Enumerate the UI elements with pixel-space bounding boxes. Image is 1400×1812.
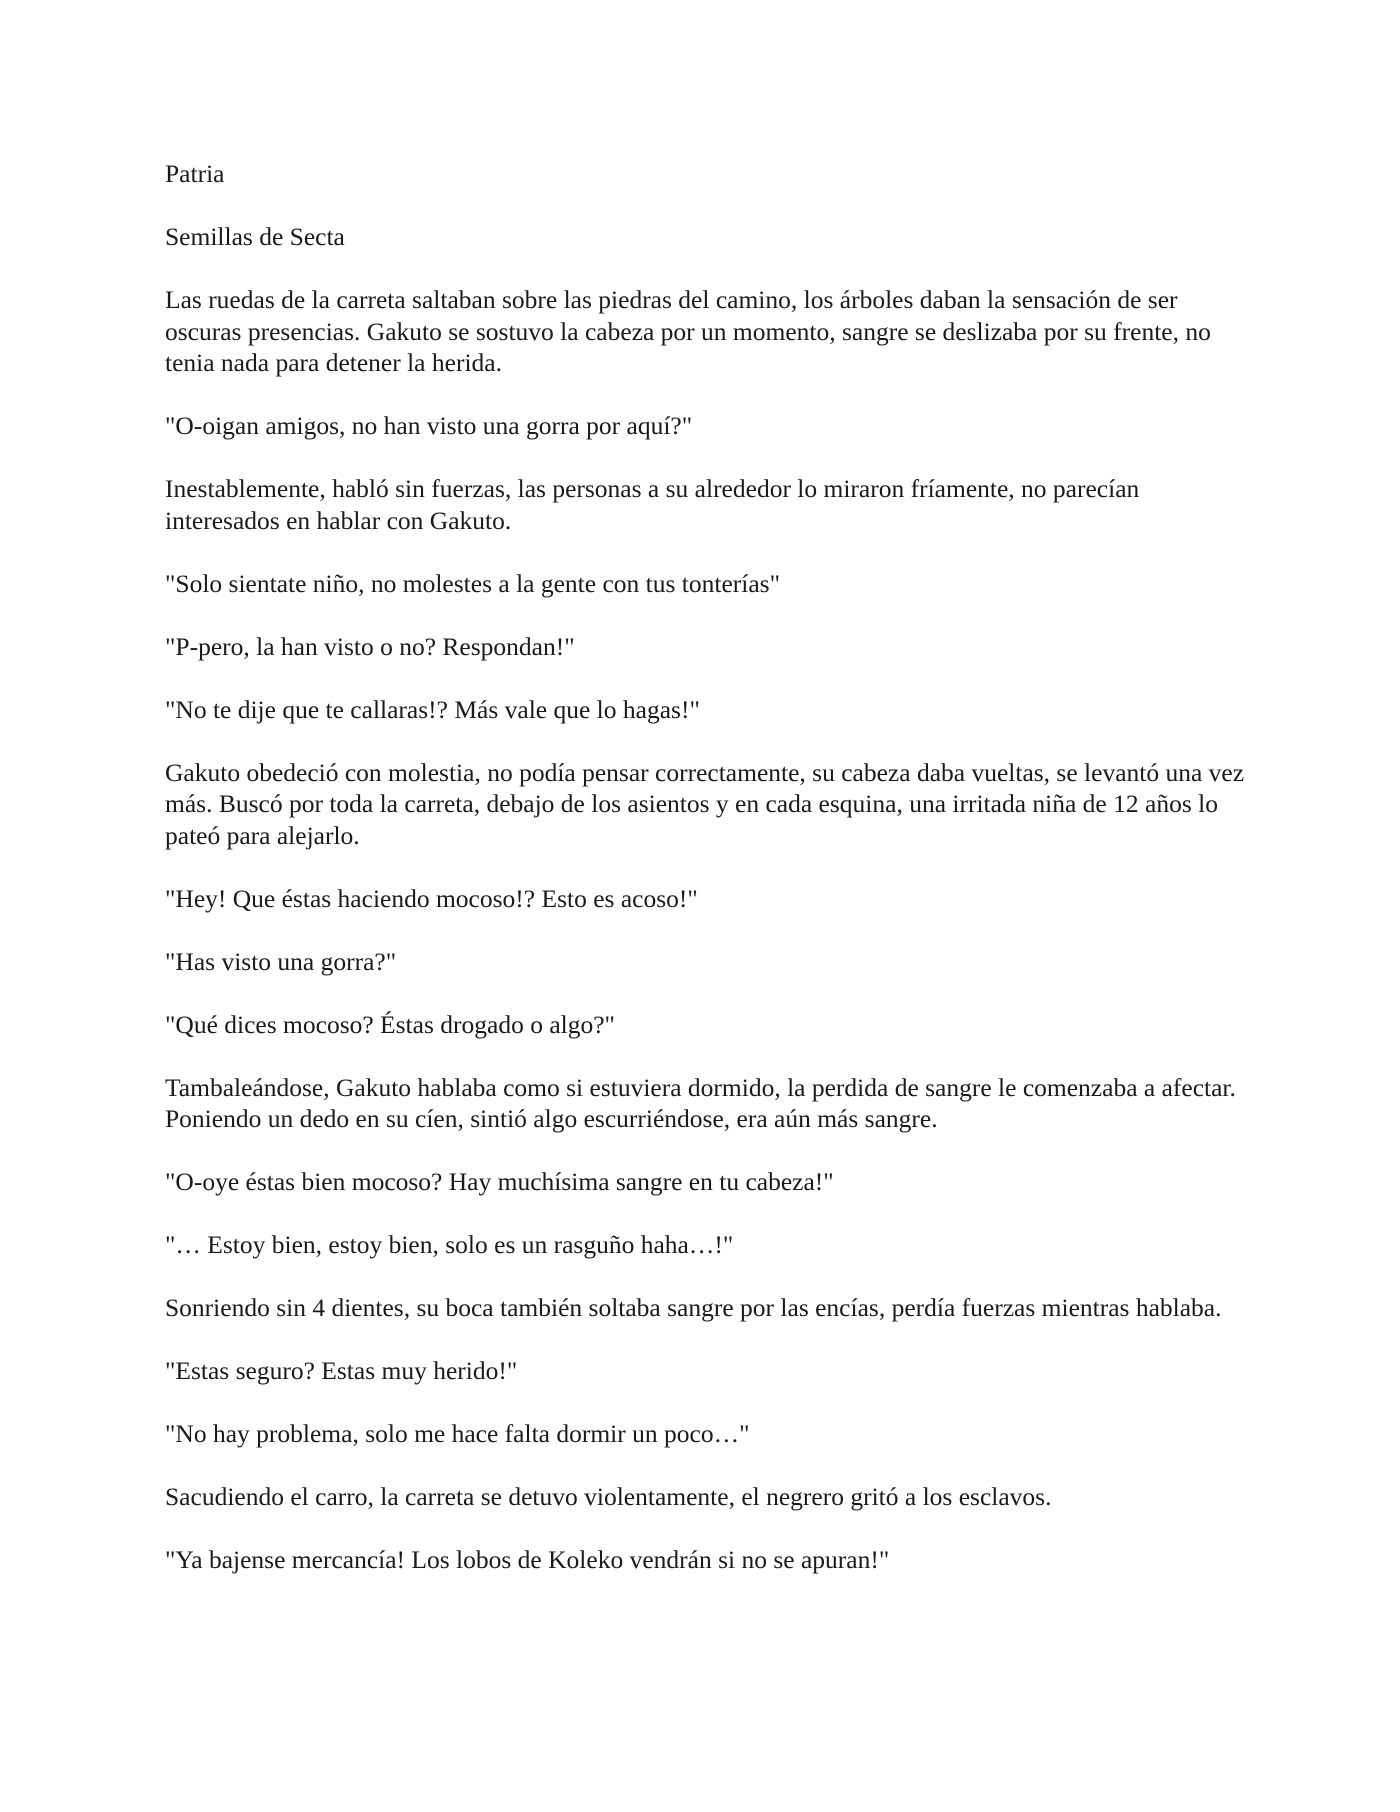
paragraph: "Estas seguro? Estas muy herido!": [165, 1356, 518, 1385]
document-title: Patria: [165, 159, 225, 188]
paragraph: "O-oigan amigos, no han visto una gorra por aquí?": [165, 411, 693, 440]
paragraph: Tambaleándose, Gakuto hablaba como si estuviera dormido, la perdida de sangre le comenzaba a afectar. Poniendo un dedo en su cíen, sintió algo escurriéndose, era aún más sangre.: [165, 1072, 1236, 1133]
paragraph: "Qué dices mocoso? Éstas drogado o algo?": [165, 1009, 615, 1039]
paragraph: "… Estoy bien, estoy bien, solo es un rasguño haha…!": [165, 1230, 734, 1259]
chapter-title: Semillas de Secta: [165, 222, 345, 251]
paragraph: Las ruedas de la carreta saltaban sobre las piedras del camino, los árboles daban la sensación de ser oscuras presencias. Gakuto se sostuvo la cabeza por un momento, sangre se deslizaba por su frente, no tenia nada para detener la herida.: [165, 285, 1211, 377]
paragraph: "Ya bajense mercancía! Los lobos de Koleko vendrán si no se apuran!": [165, 1545, 890, 1574]
paragraph: "P-pero, la han visto o no? Respondan!": [165, 631, 575, 661]
paragraph: "Solo sientate niño, no molestes a la gente con tus tonterías": [165, 568, 780, 598]
paragraph: "Hey! Que éstas haciendo mocoso!? Esto es acoso!": [165, 883, 698, 913]
paragraph: Inestablemente, habló sin fuerzas, las personas a su alrededor lo miraron fríamente, no parecían interesados en hablar con Gakuto.: [165, 474, 1140, 535]
document-page: [165, 158, 1255, 1576]
paragraph: Sacudiendo el carro, la carreta se detuvo violentamente, el negrero gritó a los esclavos.: [165, 1482, 1052, 1511]
paragraph: "No hay problema, solo me hace falta dormir un poco…": [165, 1419, 750, 1448]
paragraph: "O-oye éstas bien mocoso? Hay muchísima sangre en tu cabeza!": [165, 1167, 834, 1196]
paragraph: "Has visto una gorra?": [165, 946, 397, 976]
paragraph: "No te dije que te callaras!? Más vale que lo hagas!": [165, 694, 700, 724]
paragraph: Gakuto obedeció con molestia, no podía pensar correctamente, su cabeza daba vueltas, se levantó una vez más. Buscó por toda la carreta, debajo de los asientos y en cada esquina, una irritada niña de 12 años lo pateó para alejarlo.: [165, 757, 1245, 850]
paragraph: Sonriendo sin 4 dientes, su boca también soltaba sangre por las encías, perdía fuerzas mientras hablaba.: [165, 1293, 1222, 1322]
